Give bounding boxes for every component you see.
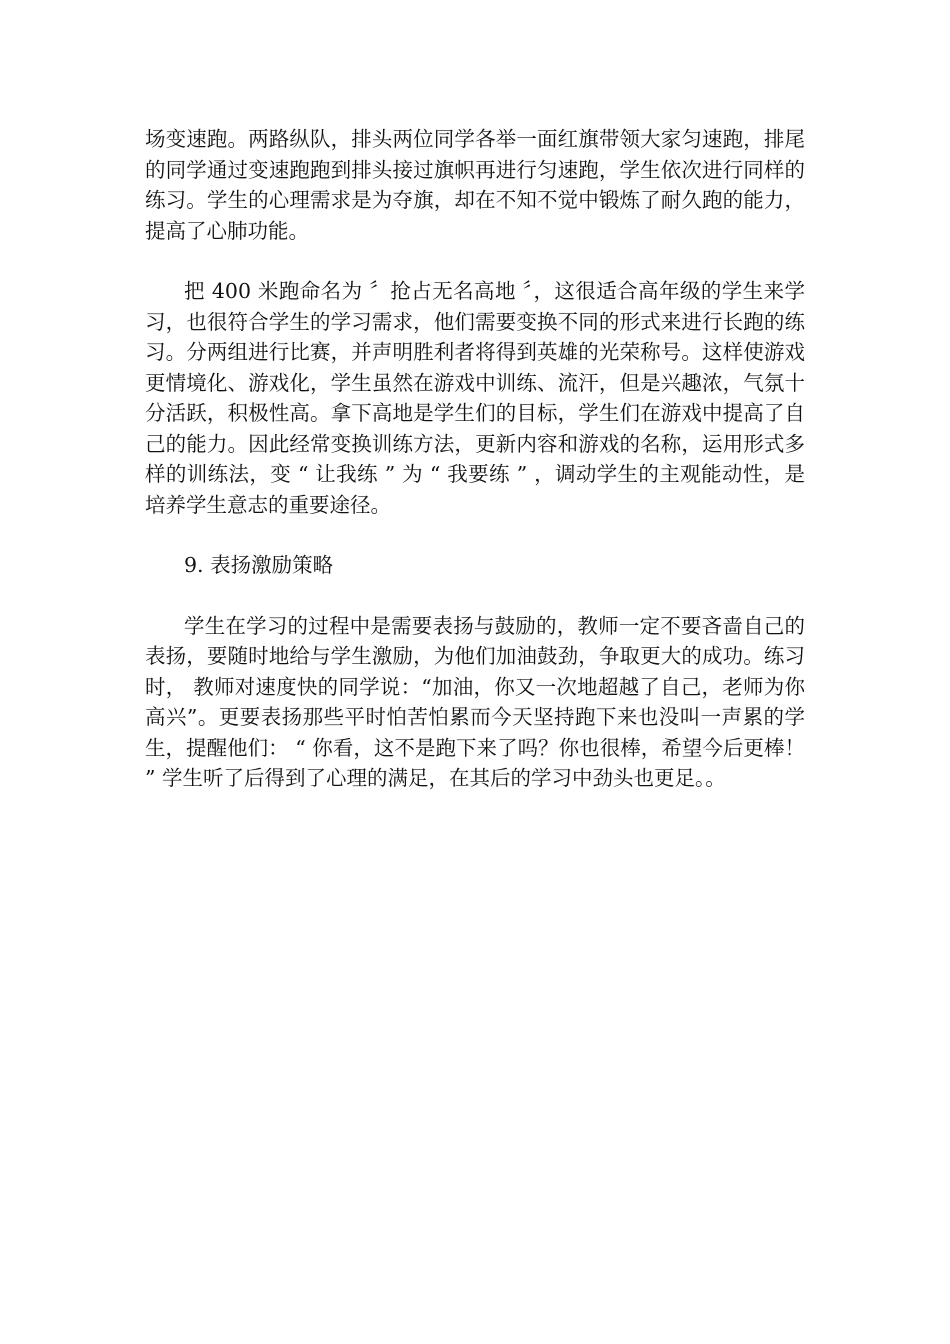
document-body (145, 124, 805, 824)
paragraph-praise-strategy: 学生在学习的过程中是需要表扬与鼓励的，教师一定不要吝啬自己的表扬，要随时地给与学生激励，为他们加油鼓劲，争取更大的成功。练习时， 教师对速度快的同学说：“加油，你又一次地超越了自己，老师为你高兴”。更要表扬那些平时怕苦怕累而今天坚持跑下来也没叫一声累的学生，提醒他们： “ 你看，这不是跑下来了吗？你也很棒，希望今后更棒！ ” 学生听了后得到了心理的满足，在其后的学习中劲头也更足。。 (145, 613, 805, 790)
paragraph-high-ground-game: 把 400 米跑命名为 〞抢占无名高地 〞，这很适合高年级的学生来学习，也很符合学生的学习需求，他们需要变换不同的形式来进行长跑的练习。分两组进行比赛，并声明胜利者将得到英雄的光荣称号。这样使游戏更情境化、游戏化，学生虽然在游戏中训练、流汗，但是兴趣浓，气氛十分活跃，积极性高。拿下高地是学生们的目标，学生们在游戏中提高了自己的能力。因此经常变换训练方法，更新内容和游戏的名称，运用形式多样的训练法，变 “ 让我练 ” 为 “ 我要练 ” ，调动学生的主观能动性，是培养学生意志的重要途径。 (145, 279, 805, 517)
paragraph-continuation: 场变速跑。两路纵队，排头两位同学各举一面红旗带领大家匀速跑，排尾的同学通过变速跑跑到排头接过旗帜再进行匀速跑，学生依次进行同样的练习。学生的心理需求是为夺旗，却在不知不觉中锻炼了耐久跑的能力，提高了心肺功能。 (145, 127, 805, 243)
section-heading: 9. 表扬激励策略 (184, 553, 334, 577)
